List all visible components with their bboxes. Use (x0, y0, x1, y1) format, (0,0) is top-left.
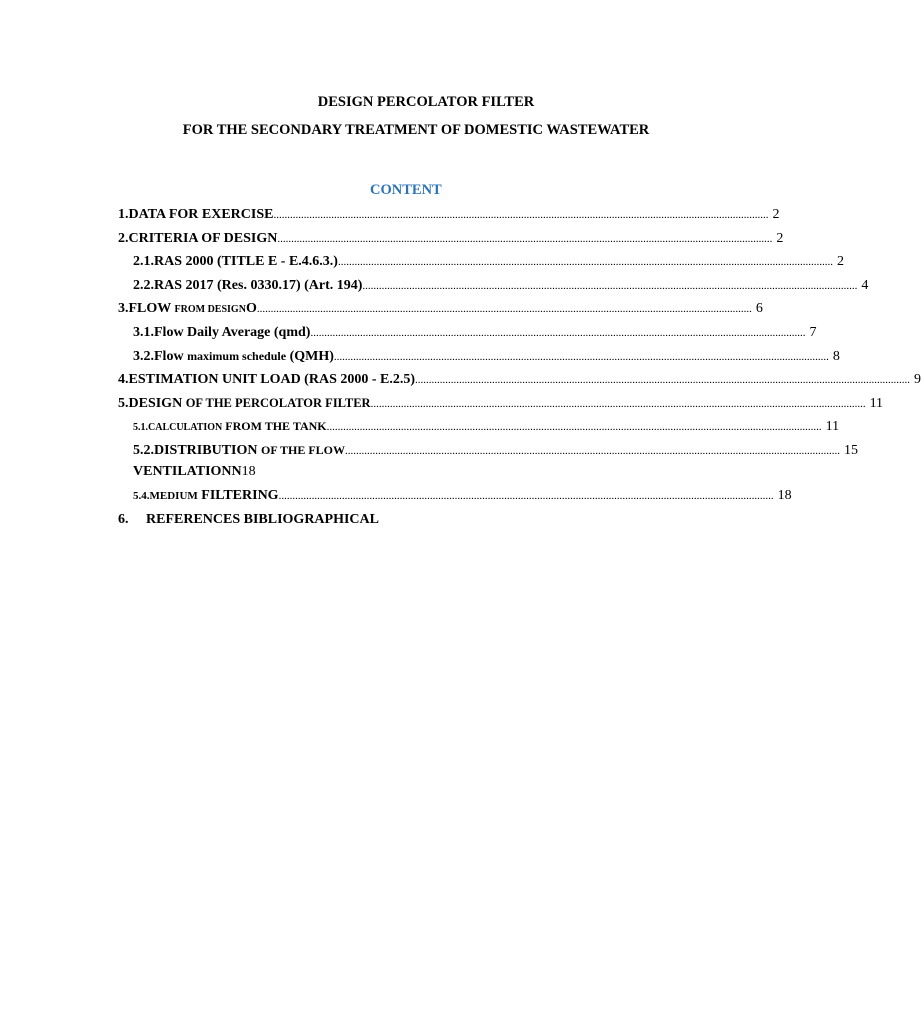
toc-leader: .................................................................................................................................................................................... (362, 280, 858, 292)
toc-number: 2. (118, 231, 129, 246)
toc-entry-3-2[interactable] (133, 346, 840, 366)
toc-number: 3. (118, 301, 129, 316)
toc-label: DISTRIBUTION OF THE FLOW (154, 443, 345, 458)
toc-page: 7 (809, 325, 817, 340)
toc-leader: .................................................................................................................................................................................... (370, 398, 866, 410)
toc-entry-4[interactable] (118, 370, 921, 390)
toc-leader: .................................................................................................................................................................................... (273, 209, 769, 221)
toc-page: 6 (755, 301, 763, 316)
toc-label: CRITERIA OF DESIGN (128, 231, 278, 246)
toc-page: 11 (869, 396, 884, 411)
toc-entry-5-1[interactable] (133, 416, 840, 436)
toc-label: REFERENCES BIBLIOGRAPHICAL (146, 512, 379, 527)
toc-label: CALCULATION FROM THE TANK (148, 419, 327, 433)
toc-page: 18 (241, 464, 256, 479)
toc-number: 1. (118, 207, 129, 222)
toc-label: ESTIMATION UNIT LOAD (RAS 2000 - E.2.5) (128, 372, 416, 387)
toc-leader: .................................................................................................................................................................................... (345, 445, 840, 457)
toc-leader: .................................................................................................................................................................................... (337, 256, 833, 268)
toc-leader: .................................................................................................................................................................................... (333, 351, 829, 363)
toc-label: DATA FOR EXERCISE (128, 207, 274, 222)
toc-label: FLOW FROM DESIGNO (128, 301, 257, 316)
toc-page: 2 (776, 231, 784, 246)
toc-label: DESIGN OF THE PERCOLATOR FILTER (128, 396, 371, 411)
toc-label: RAS 2017 (Res. 0330.17) (Art. 194) (154, 278, 363, 293)
toc-entry-2-1[interactable] (133, 252, 844, 272)
toc-page: 2 (772, 207, 780, 222)
toc-leader: .................................................................................................................................................................................... (415, 374, 911, 386)
toc-entry-2-2[interactable] (133, 276, 869, 296)
toc-number: 3.1. (133, 325, 154, 340)
toc-page: 11 (825, 419, 840, 434)
toc-page: 9 (914, 372, 921, 387)
toc-number: 5. (118, 396, 129, 411)
toc-leader: .................................................................................................................................................................................... (278, 490, 774, 502)
toc-label: VENTILATIONN (133, 464, 242, 479)
toc-leader: .................................................................................................................................................................................... (326, 421, 822, 433)
toc-leader: .................................................................................................................................................................................... (256, 303, 752, 315)
toc-label: RAS 2000 (TITLE E - E.4.6.3.) (154, 254, 338, 269)
toc-entry-2[interactable] (118, 229, 784, 249)
toc-entry-1[interactable] (118, 205, 780, 225)
toc-number: 2.2. (133, 278, 154, 293)
toc-number: 5.1. (133, 422, 148, 433)
document-subtitle: FOR THE SECONDARY TREATMENT OF DOMESTIC WASTEWATER (182, 122, 650, 138)
document-title: DESIGN PERCOLATOR FILTER (317, 94, 535, 110)
toc-page: 8 (832, 349, 840, 364)
toc-number: 3.2. (133, 349, 154, 364)
toc-entry-5-4[interactable] (133, 486, 792, 506)
toc-label: Flow Daily Average (qmd) (154, 325, 311, 340)
toc-number: 4. (118, 372, 129, 387)
toc-page: 2 (836, 254, 844, 269)
toc-number: 2.1. (133, 254, 154, 269)
toc-entry-5[interactable] (118, 393, 884, 413)
contents-heading: CONTENT (370, 182, 442, 198)
toc-page: 15 (844, 443, 858, 458)
toc-entry-5-3[interactable] (133, 462, 333, 482)
toc-leader: .................................................................................................................................................................................... (310, 327, 806, 339)
toc-page: 18 (777, 488, 792, 503)
toc-leader: .................................................................................................................................................................................... (277, 233, 773, 245)
toc-number: 6. (118, 512, 129, 527)
toc-entry-6[interactable] (118, 510, 518, 530)
toc-number: 5.4. (133, 490, 150, 502)
toc-entry-5-2[interactable] (133, 440, 858, 460)
toc-page: 4 (861, 278, 869, 293)
toc-entry-3[interactable] (118, 299, 763, 319)
toc-number: 5.2. (133, 443, 154, 458)
toc-label: MEDIUM FILTERING (149, 488, 279, 503)
toc-entry-3-1[interactable] (133, 323, 817, 343)
toc-label: Flow maximum schedule (QMH) (154, 349, 334, 364)
